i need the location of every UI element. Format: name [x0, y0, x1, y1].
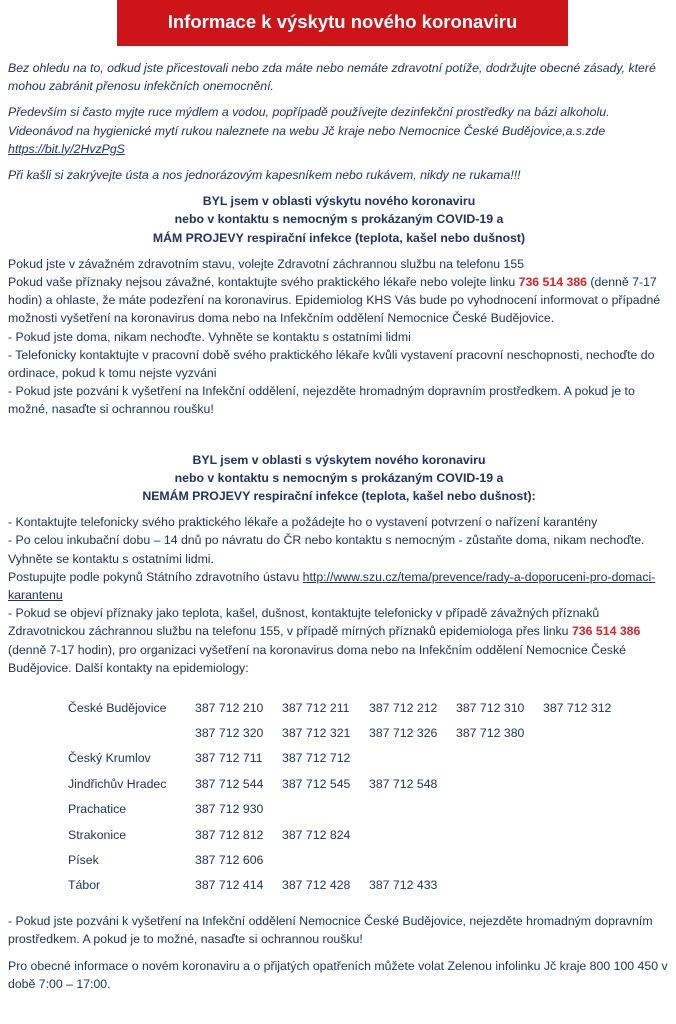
intro-handwashing: Především si často myjte ruce mýdlem a vodou, popřípadě používejte dezinfekční prostředky na bázi alkoholu. Videonávod na hygienické mytí rukou naleznete na webu Jč kraje nebo Nemocnice České Budějovice,a.s.zde — [8, 105, 610, 138]
section1-bullet: - Pokud jste doma, nikam nechoďte. Vyhněte se kontaktu s ostatními lidmi — [8, 329, 411, 344]
contact-phone-number — [456, 822, 543, 847]
contact-row — [68, 720, 630, 745]
contact-phone-number — [282, 847, 369, 872]
contact-phone-number — [543, 822, 630, 847]
intro-video-link-line — [8, 140, 670, 158]
contact-phone-number: 387 712 428 — [282, 878, 351, 893]
footer-infoline: Pro obecné informace o novém koronaviru a o přijatých opatřeních můžete volat Zelenou infolinku Jč kraje 800 100 450 v době 7:00 – 17:00. — [8, 958, 668, 991]
contact-city: České Budějovice — [68, 700, 167, 715]
contacts-body — [68, 695, 630, 898]
contact-phone-number: 387 712 320 — [195, 726, 264, 741]
contact-phone-number — [369, 822, 456, 847]
section1-heading — [8, 192, 670, 247]
section1-mild-pre: Pokud vaše příznaky nejsou závažné, kontaktujte svého praktického lékaře nebo volejte linku — [8, 275, 519, 290]
contact-phone-number: 387 712 310 — [456, 700, 525, 715]
contact-phone-number — [543, 873, 630, 898]
contact-phone-number — [543, 720, 630, 745]
section2-heading-line: nebo v kontaktu s nemocným s prokázaným COVID-19 a — [174, 470, 504, 485]
contact-phone-number: 387 712 326 — [369, 726, 438, 741]
contact-phone-number — [369, 797, 456, 822]
section1-heading-line: BYL jsem v oblasti výskytu nového koronaviru — [202, 194, 476, 209]
intro-general-rules: Bez ohledu na to, odkud jste přicestovali nebo zda máte nebo nemáte zdravotní potíže, dodržujte obecné zásady, které mohou zabránit přenosu infekčních onemocnění. — [8, 61, 656, 94]
contact-phone-number: 387 712 930 — [195, 802, 264, 817]
contact-city: Strakonice — [68, 827, 127, 842]
contact-phone-number: 387 712 312 — [543, 700, 612, 715]
section1-mild-post: (denně 7-17 hodin) a ohlaste, že máte podezření na koronavirus. Epidemiolog KHS Vás bude po vyhodnocení informovat o případné možnosti vyšetření na koronavirus doma nebo na Infekčním oddělení Nemocnice České Budějovice. — [8, 275, 661, 326]
section1-bullet: - Telefonicky kontaktujte v pracovní době svého praktického lékaře kvůli vystavení pracovní neschopnosti, nechoďte do ordinace, pokud k tomu nejste vyzváni — [8, 347, 655, 381]
contact-phone-number — [543, 746, 630, 771]
contact-phone-number: 387 712 211 — [282, 700, 350, 715]
contact-phone-number — [456, 771, 543, 796]
contact-row — [68, 797, 630, 822]
contact-phone-number: 387 712 545 — [282, 776, 351, 791]
contact-phone-number — [456, 873, 543, 898]
contact-phone-number: 387 712 548 — [369, 776, 438, 791]
contact-phone-number — [543, 797, 630, 822]
contact-row — [68, 771, 630, 796]
contact-city — [68, 720, 195, 745]
contact-city: Tábor — [68, 878, 101, 893]
contact-phone-number: 387 712 210 — [195, 700, 264, 715]
section2-heading-line: BYL jsem v oblasti s výskytem nového koronaviru — [192, 452, 486, 467]
contact-phone-number: 387 712 812 — [195, 827, 264, 842]
contact-phone-number — [543, 847, 630, 872]
section1-emergency: Pokud jste v závažném zdravotním stavu, volejte Zdravotní záchrannou službu na telefonu 155 — [8, 256, 525, 271]
contact-phone-number: 387 712 414 — [195, 878, 264, 893]
szu-link[interactable]: http://www.szu.cz/tema/prevence/rady-a-doporuceni-pro-domaci-karantenu — [8, 569, 656, 603]
contact-phone-number: 387 712 711 — [195, 751, 263, 766]
contact-phone-number — [456, 797, 543, 822]
hotline-number: 736 514 386 — [518, 275, 588, 290]
video-link[interactable]: https://bit.ly/2HvzPgS — [8, 141, 125, 156]
contact-phone-number: 387 712 824 — [282, 827, 351, 842]
contact-phone-number — [456, 847, 543, 872]
info-content — [8, 59, 670, 993]
footer-hospital-note: - Pokud jste pozváni k vyšetření na Infekční oddělení Nemocnice České Budějovice, nejezděte hromadným dopravním prostředkem. A pokud je to možné, nasaďte si ochrannou roušku! — [8, 914, 653, 947]
contact-phone-number: 387 712 712 — [282, 751, 351, 766]
contact-row — [68, 822, 630, 847]
contact-phone-number — [369, 847, 456, 872]
section1-mild-symptoms — [8, 273, 670, 328]
contact-phone-number — [282, 797, 369, 822]
contact-phone-number: 387 712 606 — [195, 853, 264, 868]
section1-bullet: - Pokud jste pozváni k vyšetření na Infekční oddělení, nejezděte hromadným dopravním prostředkem. A pokud je to možné, nasaďte si ochrannou roušku! — [8, 384, 635, 417]
epidemiologist-contacts-table — [68, 695, 630, 898]
contact-phone-number: 387 712 212 — [369, 700, 438, 715]
section2-symptoms-post: (denně 7-17 hodin), pro organizaci vyšetření na koronavirus doma nebo na Infekčním oddělení Nemocnice České Budějovice. Další kontakty na epidemiology: — [8, 642, 626, 675]
section2-szu-line — [8, 568, 670, 604]
intro-cough: Při kašli si zakrývejte ústa a nos jednorázovým kapesníkem nebo rukávem, nikdy ne rukama!!! — [8, 168, 521, 183]
section2-symptoms — [8, 604, 670, 677]
contact-row — [68, 746, 630, 771]
contact-phone-number — [543, 771, 630, 796]
contact-phone-number: 387 712 380 — [456, 726, 525, 741]
section1-heading-line: MÁM PROJEVY respirační infekce (teplota, kašel nebo dušnost) — [152, 230, 526, 245]
contact-city: Český Krumlov — [68, 751, 151, 766]
contact-row — [68, 695, 630, 720]
section2-heading — [8, 451, 670, 506]
section2-bullet: - Kontaktujte telefonicky svého praktického lékaře a požádejte ho o vystavení potvrzení o nařízení karantény — [8, 515, 598, 530]
contact-city: Prachatice — [68, 802, 127, 817]
section1-heading-line: nebo v kontaktu s nemocným s prokázaným COVID-19 a — [174, 212, 504, 227]
contact-row — [68, 847, 630, 872]
szu-text: Postupujte podle pokynů Státního zdravotního ústavu — [8, 569, 303, 584]
contact-row — [68, 873, 630, 898]
contact-phone-number: 387 712 433 — [369, 878, 438, 893]
section2-heading-line: NEMÁM PROJEVY respirační infekce (teplota, kašel nebo dušnost): — [142, 489, 536, 504]
page-title-banner: Informace k výskytu nového koronaviru — [117, 0, 568, 46]
contact-phone-number — [456, 746, 543, 771]
contact-city: Jindřichův Hradec — [68, 776, 167, 791]
section2-symptoms-pre: - Pokud se objeví příznaky jako teplota, kašel, dušnost, kontaktujte telefonicky v případě závažných příznaků Zdravotnickou záchrannou službu na telefonu 155, v případě mírných příznaků epidemiologa přes linku — [8, 606, 600, 639]
contact-city: Písek — [68, 853, 99, 868]
hotline-number: 736 514 386 — [571, 624, 641, 639]
contact-phone-number: 387 712 321 — [282, 726, 351, 741]
section2-bullet: - Po celou inkubační dobu – 14 dnů po návratu do ČR nebo kontaktu s nemocným - zůstaňte doma, nikam nechoďte. Vyhněte se kontaktu s ostatními lidmi. — [8, 533, 645, 566]
contact-phone-number — [369, 746, 456, 771]
contact-phone-number: 387 712 544 — [195, 776, 264, 791]
